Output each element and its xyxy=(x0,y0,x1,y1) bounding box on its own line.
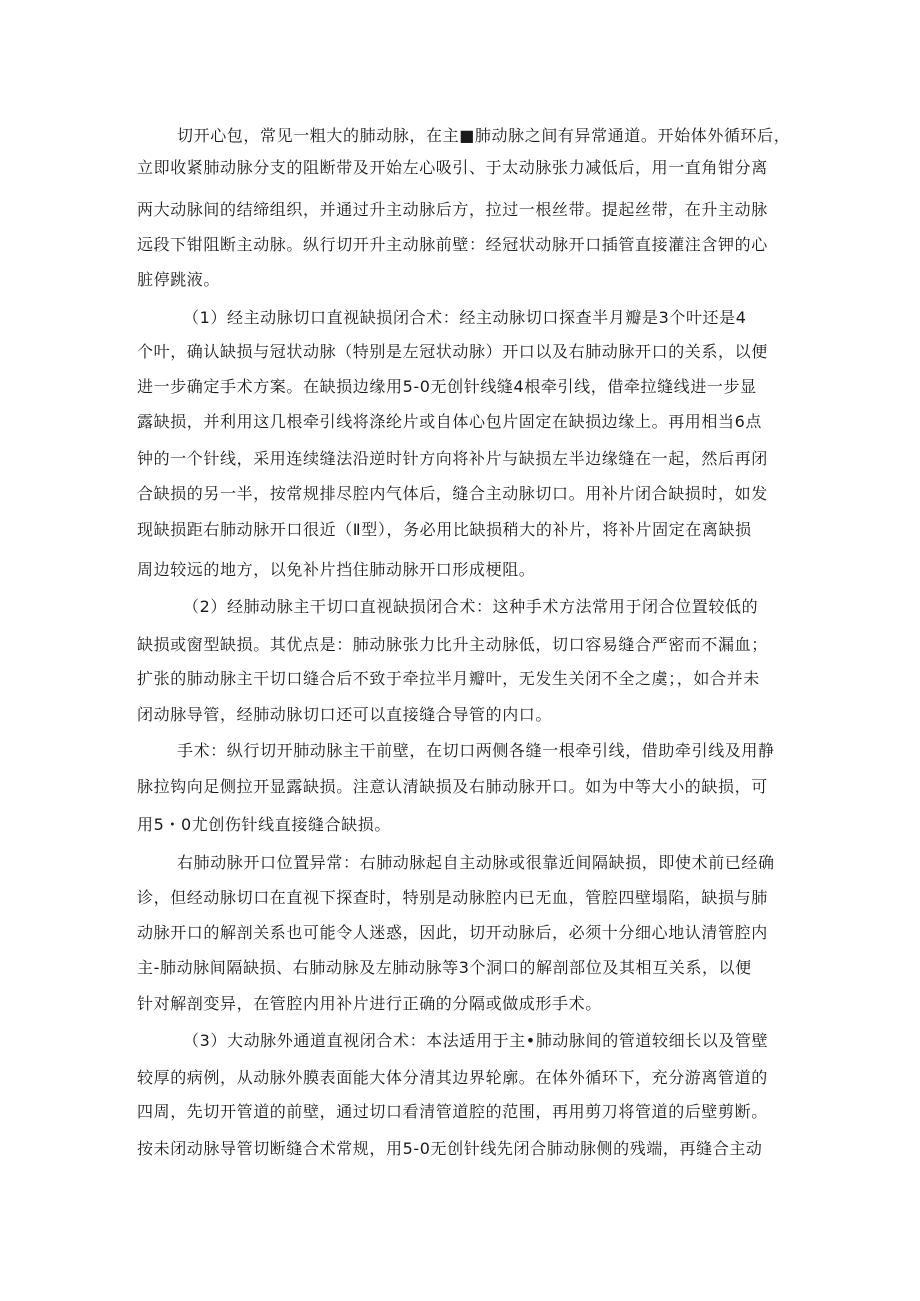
paragraph-1-line-2: 立即收紧肺动脉分支的阻断带及开始左心吸引、于太动脉张力减低后，用一直角钳分离 xyxy=(137,158,768,177)
paragraph-2-line-3: 进一步确定手术方案。在缺损边缘用5-0无创针线缝4根牵引线，借牵拉缝线进一步显 xyxy=(137,377,757,396)
paragraph-1-line-1: 切开心包，常见一粗大的肺动脉，在主■肺动脉之间有异常通道。开始体外循环后， xyxy=(177,126,791,145)
paragraph-6-line-3: 四周，先切开管道的前壁，通过切口看清管道腔的范围，再用剪刀将管道的后壁剪断。 xyxy=(137,1102,768,1121)
paragraph-3-line-3: 扩张的肺动脉主干切口缝合后不致于牵拉半月瓣叶，无发生关闭不全之虞；，如合并未 xyxy=(137,669,760,688)
paragraph-5-line-5: 针对解剖变异，在管腔内用补片进行正确的分隔或做成形手术。 xyxy=(137,994,602,1013)
paragraph-1-line-5: 脏停跳液。 xyxy=(137,270,221,289)
paragraph-6-line-4: 按未闭动脉导管切断缝合术常规，用5-0无创针线先闭合肺动脉侧的残端，再缝合主动 xyxy=(137,1139,763,1158)
paragraph-6-line-2: 较厚的病例，从动脉外膜表面能大体分清其边界轮廓。在体外循环下，充分游离管道的 xyxy=(137,1068,768,1087)
paragraph-4-line-2: 脉拉钩向足侧拉开显露缺损。注意认清缺损及右肺动脉开口。如为中等大小的缺损，可 xyxy=(137,777,768,796)
paragraph-2-line-5: 钟的一个针线，采用连续缝法沿逆时针方向将补片与缺损左半边缘缝在一起，然后再闭 xyxy=(137,449,768,468)
paragraph-6-line-1: （3）大动脉外通道直视闭合术：本法适用于主•肺动脉间的管道较细长以及管壁 xyxy=(183,1031,769,1050)
paragraph-3-line-1: （2）经肺动脉主干切口直视缺损闭合术：这种手术方法常用于闭合位置较低的 xyxy=(183,597,759,616)
paragraph-2-line-2: 个叶，确认缺损与冠状动脉（特别是左冠状动脉）开口以及右肺动脉开口的关系，以便 xyxy=(137,342,768,361)
paragraph-5-line-1: 右肺动脉开口位置异常：右肺动脉起自主动脉或很靠近间隔缺损，即使术前已经确 xyxy=(177,853,775,872)
paragraph-5-line-3: 动脉开口的解剖关系也可能令人迷惑，因此，切开动脉后，必须十分细心地认清管腔内 xyxy=(137,923,768,942)
paragraph-5-line-2: 诊，但经动脉切口在直视下探查时，特别是动脉腔内已无血，管腔四壁塌陷，缺损与肺 xyxy=(137,888,768,907)
paragraph-2-line-8: 周边较远的地方，以免补片挡住肺动脉开口形成梗阻。 xyxy=(137,560,536,579)
paragraph-2-line-4: 露缺损，并利用这几根牵引线将涤纶片或自体心包片固定在缺损边缘上。再用相当6点 xyxy=(137,412,762,431)
paragraph-2-line-7: 现缺损距右肺动脉开口很近（Ⅱ型），务必用比缺损稍大的补片，将补片固定在离缺损 xyxy=(137,520,752,539)
paragraph-3-line-4: 闭动脉导管，经肺动脉切口还可以直接缝合导管的内口。 xyxy=(137,705,553,724)
paragraph-5-line-4: 主-肺动脉间隔缺损、右肺动脉及左肺动脉等3个洞口的解剖部位及其相互关系，以便 xyxy=(137,958,752,977)
paragraph-2-line-1: （1）经主动脉切口直视缺损闭合术：经主动脉切口探查半月瓣是3个叶还是4 xyxy=(183,308,747,327)
paragraph-1-line-3: 两大动脉间的结缔组织，并通过升主动脉后方，拉过一根丝带。提起丝带，在升主动脉 xyxy=(137,200,768,219)
paragraph-4-line-1: 手术：纵行切开肺动脉主干前壁，在切口两侧各缝一根牵引线，借助牵引线及用静 xyxy=(177,741,775,760)
paragraph-1-line-4: 远段下钳阻断主动脉。纵行切开升主动脉前壁：经冠状动脉开口插管直接灌注含钾的心 xyxy=(137,235,768,254)
paragraph-2-line-6: 合缺损的另一半，按常规排尽腔内气体后，缝合主动脉切口。用补片闭合缺损时，如发 xyxy=(137,484,768,503)
paragraph-3-line-2: 缺损或窗型缺损。其优点是：肺动脉张力比升主动脉低，切口容易缝合严密而不漏血； xyxy=(137,635,768,654)
paragraph-4-line-3: 用5・0尤创伤针线直接缝合缺损。 xyxy=(137,815,391,834)
